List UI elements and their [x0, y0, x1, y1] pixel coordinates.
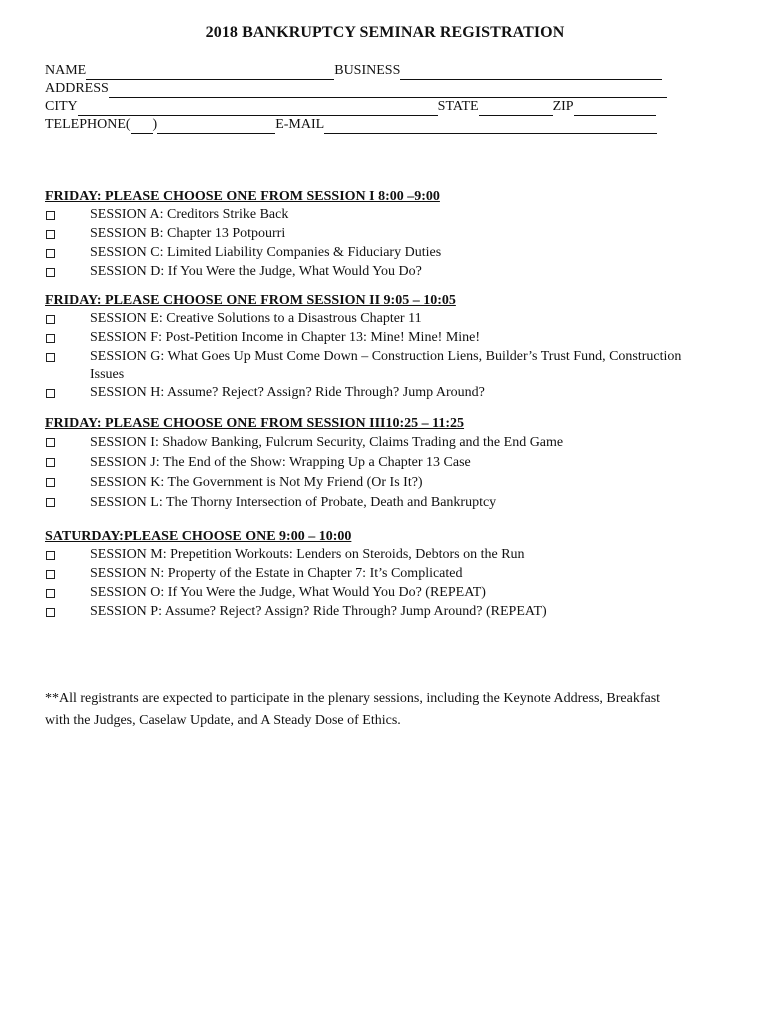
checkbox-icon[interactable]: [45, 225, 90, 244]
checkbox-icon[interactable]: [45, 384, 90, 403]
session-option[interactable]: [45, 263, 685, 282]
session-option-label: SESSION M: Prepetition Workouts: Lenders on Steroids, Debtors on the Run: [90, 547, 525, 562]
checkbox-icon[interactable]: [45, 546, 90, 565]
session-group-heading: SATURDAY:PLEASE CHOOSE ONE 9:00 – 10:00: [45, 529, 352, 544]
session-option[interactable]: [45, 384, 685, 403]
zip-label: ZIP: [552, 99, 574, 114]
form-title: 2018 BANKRUPTCY SEMINAR REGISTRATION: [205, 24, 565, 41]
name-field[interactable]: [86, 65, 334, 80]
telephone-close-paren: ): [152, 117, 158, 132]
session-group-heading: FRIDAY: PLEASE CHOOSE ONE FROM SESSION III10:25 – 11:25: [45, 416, 465, 431]
session-option-label: SESSION P: Assume? Reject? Assign? Ride Through? Jump Around? (REPEAT): [90, 604, 547, 619]
session-group-2: [45, 292, 685, 403]
checkbox-icon[interactable]: [45, 433, 90, 452]
checkbox-icon[interactable]: [45, 206, 90, 225]
session-option[interactable]: [45, 310, 685, 329]
session-option-label: SESSION F: Post-Petition Income in Chapter 13: Mine! Mine! Mine!: [90, 330, 481, 345]
session-option[interactable]: [45, 546, 685, 565]
telephone-email-row: [45, 116, 657, 134]
checkbox-icon[interactable]: [45, 603, 90, 622]
city-label: CITY: [45, 99, 78, 114]
session-option-label: SESSION H: Assume? Reject? Assign? Ride Through? Jump Around?: [90, 385, 485, 400]
plenary-footnote: **All registrants are expected to participate in the plenary sessions, including the Keynote Address, Breakfast with the Judges, Caselaw Update, and A Steady Dose of Ethics.: [45, 691, 661, 728]
session-option[interactable]: [45, 206, 685, 225]
email-field[interactable]: [324, 119, 657, 134]
session-group-heading: FRIDAY: PLEASE CHOOSE ONE FROM SESSION I 8:00 –9:00: [45, 189, 440, 204]
city-state-zip-row: [45, 98, 656, 116]
session-group-1: [45, 188, 685, 282]
session-group-3: [45, 415, 685, 513]
area-code-field[interactable]: [131, 119, 153, 134]
business-label: BUSINESS: [334, 63, 401, 78]
session-option[interactable]: [45, 565, 685, 584]
checkbox-icon[interactable]: [45, 244, 90, 263]
session-option[interactable]: [45, 433, 685, 453]
session-option-label: SESSION K: The Government is Not My Friend (Or Is It?): [90, 475, 423, 490]
session-option-label: SESSION A: Creditors Strike Back: [90, 207, 289, 222]
session-option-label: SESSION E: Creative Solutions to a Disastrous Chapter 11: [90, 311, 422, 326]
address-field[interactable]: [109, 83, 667, 98]
business-field[interactable]: [400, 65, 662, 80]
zip-field[interactable]: [574, 101, 656, 116]
checkbox-icon[interactable]: [45, 329, 90, 348]
session-option[interactable]: [45, 584, 685, 603]
telephone-label: TELEPHONE(: [45, 117, 131, 132]
session-option-label: SESSION B: Chapter 13 Potpourri: [90, 226, 286, 241]
state-field[interactable]: [479, 101, 553, 116]
session-option-label: SESSION D: If You Were the Judge, What Would You Do?: [90, 264, 422, 279]
session-option-label: SESSION L: The Thorny Intersection of Probate, Death and Bankruptcy: [90, 495, 497, 510]
session-option[interactable]: [45, 244, 685, 263]
session-option[interactable]: [45, 473, 685, 493]
telephone-field[interactable]: [157, 119, 275, 134]
session-option-label: SESSION I: Shadow Banking, Fulcrum Security, Claims Trading and the End Game: [90, 435, 564, 450]
address-label: ADDRESS: [45, 81, 109, 96]
session-option-label: SESSION G: What Goes Up Must Come Down – Construction Liens, Builder’s Trust Fund, Construction Issues: [90, 349, 682, 382]
session-option[interactable]: [45, 493, 685, 513]
checkbox-icon[interactable]: [45, 453, 90, 472]
session-option-label: SESSION J: The End of the Show: Wrapping Up a Chapter 13 Case: [90, 455, 471, 470]
session-option-label: SESSION N: Property of the Estate in Chapter 7: It’s Complicated: [90, 566, 463, 581]
session-group-saturday: [45, 528, 685, 622]
checkbox-icon[interactable]: [45, 473, 90, 492]
checkbox-icon[interactable]: [45, 493, 90, 512]
email-label: E-MAIL: [275, 117, 325, 132]
session-option[interactable]: [45, 603, 685, 622]
session-option-label: SESSION C: Limited Liability Companies & Fiduciary Duties: [90, 245, 442, 260]
checkbox-icon[interactable]: [45, 348, 90, 367]
checkbox-icon[interactable]: [45, 584, 90, 603]
checkbox-icon[interactable]: [45, 263, 90, 282]
session-group-heading: FRIDAY: PLEASE CHOOSE ONE FROM SESSION II 9:05 – 10:05: [45, 293, 456, 308]
city-field[interactable]: [78, 101, 438, 116]
name-label: NAME: [45, 63, 87, 78]
session-option-label: SESSION O: If You Were the Judge, What Would You Do? (REPEAT): [90, 585, 486, 600]
address-row: [45, 80, 667, 98]
session-option[interactable]: [45, 329, 685, 348]
session-option[interactable]: [45, 453, 685, 473]
name-business-row: [45, 62, 662, 80]
session-option[interactable]: [45, 348, 685, 384]
checkbox-icon[interactable]: [45, 310, 90, 329]
state-label: STATE: [437, 99, 479, 114]
session-option[interactable]: [45, 225, 685, 244]
checkbox-icon[interactable]: [45, 565, 90, 584]
